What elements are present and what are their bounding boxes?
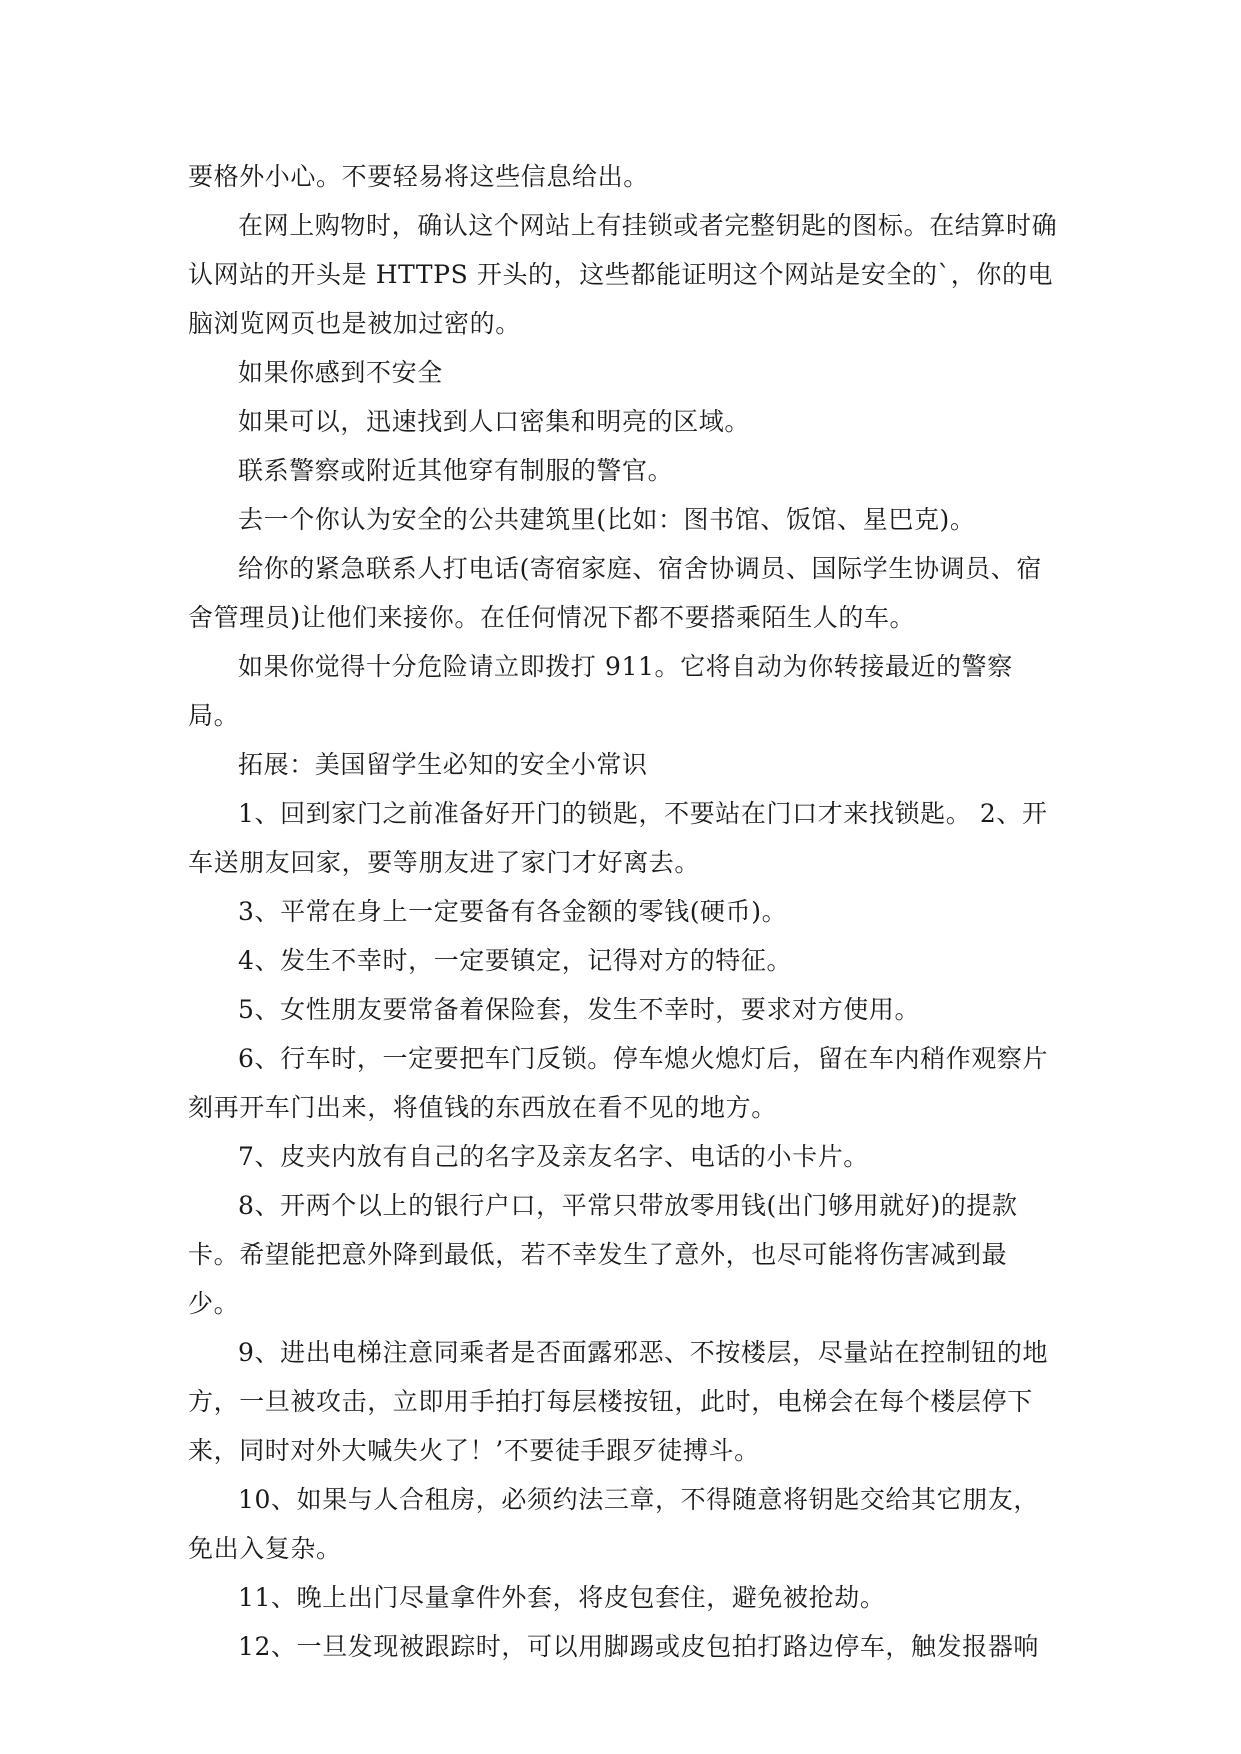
paragraph-6: 去一个你认为安全的公共建筑里(比如：图书馆、饭馆、星巴克)。: [238, 505, 976, 534]
paragraph-2: 在网上购物时，确认这个网站上有挂锁或者完整钥匙的图标。在结算时确认网站的开头是 HTTPS 开头的，这些都能证明这个网站是安全的`，你的电脑浏览网页也是被加过密的。: [188, 211, 1058, 338]
paragraph-15: 7、皮夹内放有自己的名字及亲友名字、电话的小卡片。: [238, 1142, 869, 1171]
paragraph-13: 5、女性朋友要常备着保险套，发生不幸时，要求对方使用。: [238, 995, 921, 1024]
paragraph-17: 9、进出电梯注意同乘者是否面露邪恶、不按楼层，尽量站在控制钮的地方，一旦被攻击，立即用手拍打每层楼按钮，此时，电梯会在每个楼层停下来，同时对外大喊失火了！’不要徒手跟歹徒搏斗。: [188, 1338, 1049, 1465]
paragraph-19: 11、晚上出门尽量拿件外套，将皮包套住，避免被抢劫。: [238, 1583, 886, 1612]
paragraph-10: 1、回到家门之前准备好开门的锁匙，不要站在门口才来找锁匙。 2、开车送朋友回家，要等朋友进了家门才好离去。: [188, 799, 1048, 877]
paragraph-11: 3、平常在身上一定要备有各金额的零钱(硬币)。: [238, 897, 788, 926]
document-body: [188, 152, 1058, 1671]
paragraph-8: 如果你觉得十分危险请立即拨打 911。它将自动为你转接最近的警察局。: [188, 652, 1013, 730]
paragraph-18: 10、如果与人合租房，必须约法三章，不得随意将钥匙交给其它朋友，免出入复杂。: [188, 1485, 1040, 1563]
paragraph-7: 给你的紧急联系人打电话(寄宿家庭、宿舍协调员、国际学生协调员、宿舍管理员)让他们来接你。在任何情况下都不要搭乘陌生人的车。: [188, 554, 1042, 632]
paragraph-4: 如果可以，迅速找到人口密集和明亮的区域。: [238, 407, 751, 436]
paragraph-3: 如果你感到不安全: [238, 358, 443, 387]
paragraph-5: 联系警察或附近其他穿有制服的警官。: [238, 456, 674, 485]
paragraph-16: 8、开两个以上的银行户口，平常只带放零用钱(出门够用就好)的提款卡。希望能把意外降到最低，若不幸发生了意外，也尽可能将伤害减到最少。: [188, 1191, 1018, 1318]
paragraph-9: 拓展：美国留学生必知的安全小常识: [238, 750, 648, 779]
paragraph-1: 要格外小心。不要轻易将这些信息给出。: [188, 162, 649, 191]
paragraph-14: 6、行车时，一定要把车门反锁。停车熄火熄灯后，留在车内稍作观察片刻再开车门出来，将值钱的东西放在看不见的地方。: [188, 1044, 1049, 1122]
paragraph-12: 4、发生不幸时，一定要镇定，记得对方的特征。: [238, 946, 793, 975]
paragraph-20: 12、一旦发现被跟踪时，可以用脚踢或皮包拍打路边停车，触发报器响: [238, 1632, 1040, 1661]
